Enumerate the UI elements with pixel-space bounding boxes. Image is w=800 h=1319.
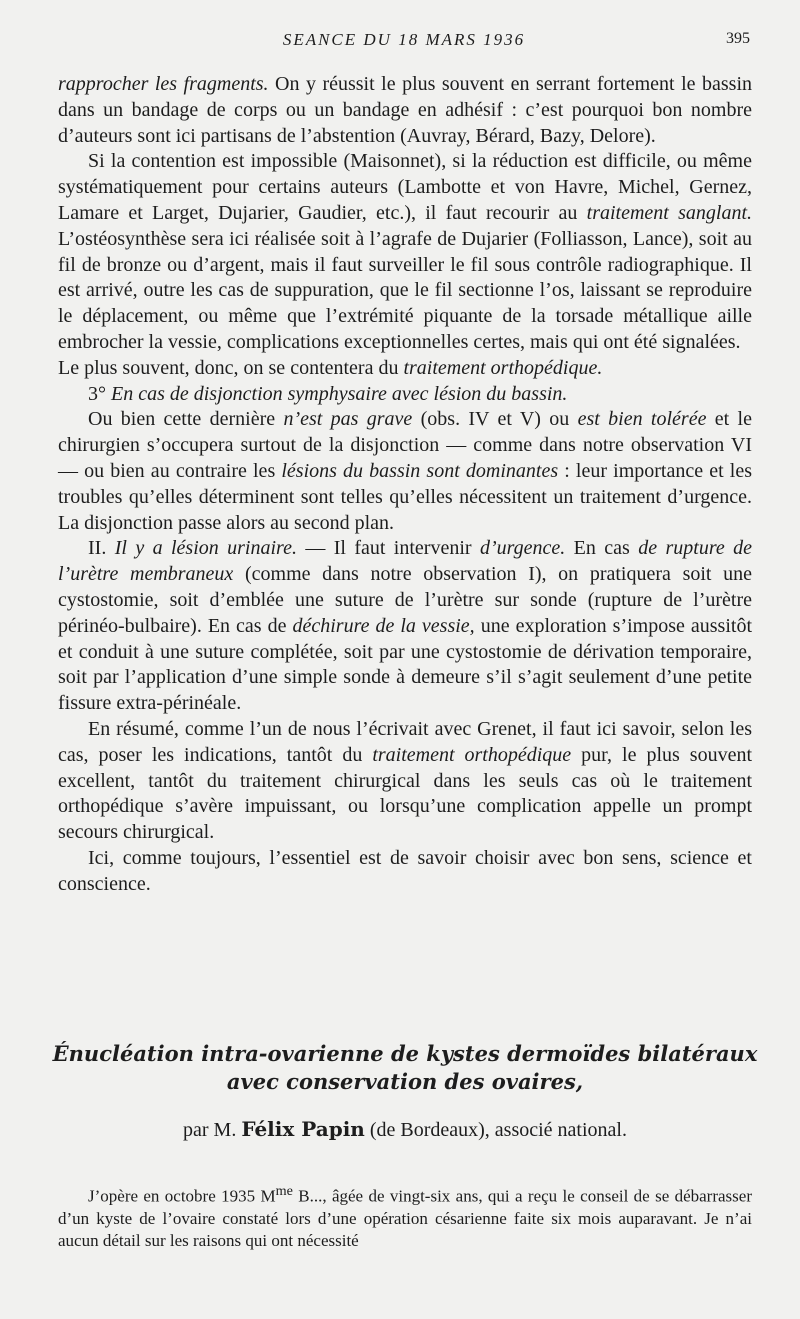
emphasis: traitement orthopédique.: [403, 356, 603, 379]
text: Si la contention est impossible (Maisonnet), si la réduction est difficile, ou même systématiquement pour certains auteurs (Lambotte et von Havre, Michel, Gernez, Lamare et Larget, Dujarier, Gaudier, etc.), il faut recourir au: [58, 150, 752, 224]
emphasis: traitement orthopédique: [372, 743, 572, 766]
text: 3°: [88, 382, 111, 405]
text: B..., âgée de vingt-six ans, qui a reçu le conseil de se débarrasser d’un kyste de l’ovaire constaté lors d’une opération césarienne faite six mois auparavant. Je n’ai aucun détail sur les raisons qui ont nécessité: [58, 1186, 752, 1250]
section-heading: [58, 382, 752, 408]
text: par M.: [183, 1119, 242, 1141]
text: (de Bordeaux), associé national.: [364, 1119, 627, 1141]
paragraph: [58, 536, 752, 717]
text: On y réussit le plus souvent en serrant fortement le bassin dans un bandage de corps ou un bandage en adhésif : c’est pourquoi bon nombre d’auteurs sont ici partisans de l’abstention (Auvray, Bérard, Bazy, Delore).: [58, 73, 752, 147]
body-text: [58, 72, 752, 898]
text: Ou bien cette dernière: [88, 408, 284, 431]
text: et le chirurgien s’occupera surtout de la disjonction — comme dans notre observation VI — ou bien au contraire les: [58, 408, 752, 482]
running-title: SEANCE DU 18 MARS 1936: [282, 30, 526, 49]
article-title: [40, 1040, 770, 1096]
page-header: [58, 30, 750, 54]
byline: [40, 1117, 770, 1142]
emphasis: de rupture de l’urètre membraneux: [58, 537, 753, 586]
text: — Il faut intervenir: [296, 537, 480, 560]
text: une exploration s’impose aussitôt et conduit à une suture complétée, soit par une cystostomie de dérivation temporaire, soit par l’application d’une simple sonde à demeure s’il s’agit seulement d’une petite fissure extra-périnéale.: [58, 614, 752, 715]
article-intro: [58, 1180, 752, 1252]
paragraph: [58, 356, 752, 382]
title-line: avec conservation des ovaires,: [226, 1069, 584, 1094]
text: pur, le plus souvent excellent, tantôt du traitement chirurgical dans les seuls cas où le traitement orthopédique s’avère impuissant, ou lorsqu’une complication appelle un prompt secours chirurgical.: [58, 743, 752, 844]
title-line: Énucléation intra-ovarienne de kystes dermoïdes bilatéraux: [52, 1041, 758, 1066]
page-number: 395: [726, 30, 750, 47]
emphasis: n’est pas grave: [283, 408, 413, 431]
paragraph: [58, 1180, 752, 1252]
superscript: me: [275, 1183, 293, 1199]
text: II.: [88, 537, 115, 560]
emphasis: En cas de disjonction symphysaire avec lésion du bassin.: [111, 382, 568, 405]
emphasis: d’urgence.: [479, 537, 566, 560]
paragraph: [58, 149, 752, 355]
emphasis: déchirure de la vessie,: [292, 614, 475, 637]
text: J’opère en octobre 1935 M: [88, 1186, 276, 1206]
text: En résumé, comme l’un de nous l’écrivait avec Grenet, il faut ici savoir, selon les cas, poser les indications, tantôt du: [58, 717, 752, 766]
emphasis: lésions du bassin sont dominantes: [281, 459, 559, 482]
paragraph: [58, 72, 752, 149]
emphasis: est bien tolérée: [577, 408, 707, 431]
text: En cas: [565, 537, 639, 560]
emphasis: Il y a lésion urinaire.: [114, 537, 297, 560]
paragraph: [58, 717, 752, 846]
text: L’ostéosynthèse sera ici réalisée soit à l’agrafe de Dujarier (Folliasson, Lance), soit au fil de bronze ou d’argent, mais il faut surveiller le fil sous contrôle radiographique. Il est arrivé, outre les cas de suppuration, que le fil sectionne l’os, laissant se reproduire le déplacement, ou même que l’extrémité piquante de la torsade métallique aille embrocher la vessie, complications exceptionnelles certes, mais qui ont été signalées.: [58, 227, 752, 353]
author-name: Félix Papin: [241, 1117, 365, 1141]
text: Le plus souvent, donc, on se contentera du: [58, 356, 404, 379]
emphasis: traitement sanglant.: [586, 201, 752, 224]
paragraph: Ici, comme toujours, l’essentiel est de savoir choisir avec bon sens, science et conscience.: [58, 846, 752, 895]
paragraph: [58, 407, 752, 536]
text: : leur importance et les troubles qu’elles déterminent sont telles qu’elles nécessitent un traitement d’urgence. La disjonction passe alors au second plan.: [58, 459, 753, 534]
emphasis: rapprocher les fragments.: [58, 73, 269, 95]
text: (comme dans notre observation I), on pratiquera soit une cystostomie, soit d’emblée une suture de l’urètre sur sonde (rupture de l’urètre périnéo-bulbaire). En cas de: [58, 563, 752, 637]
text: (obs. IV et V) ou: [412, 408, 578, 431]
